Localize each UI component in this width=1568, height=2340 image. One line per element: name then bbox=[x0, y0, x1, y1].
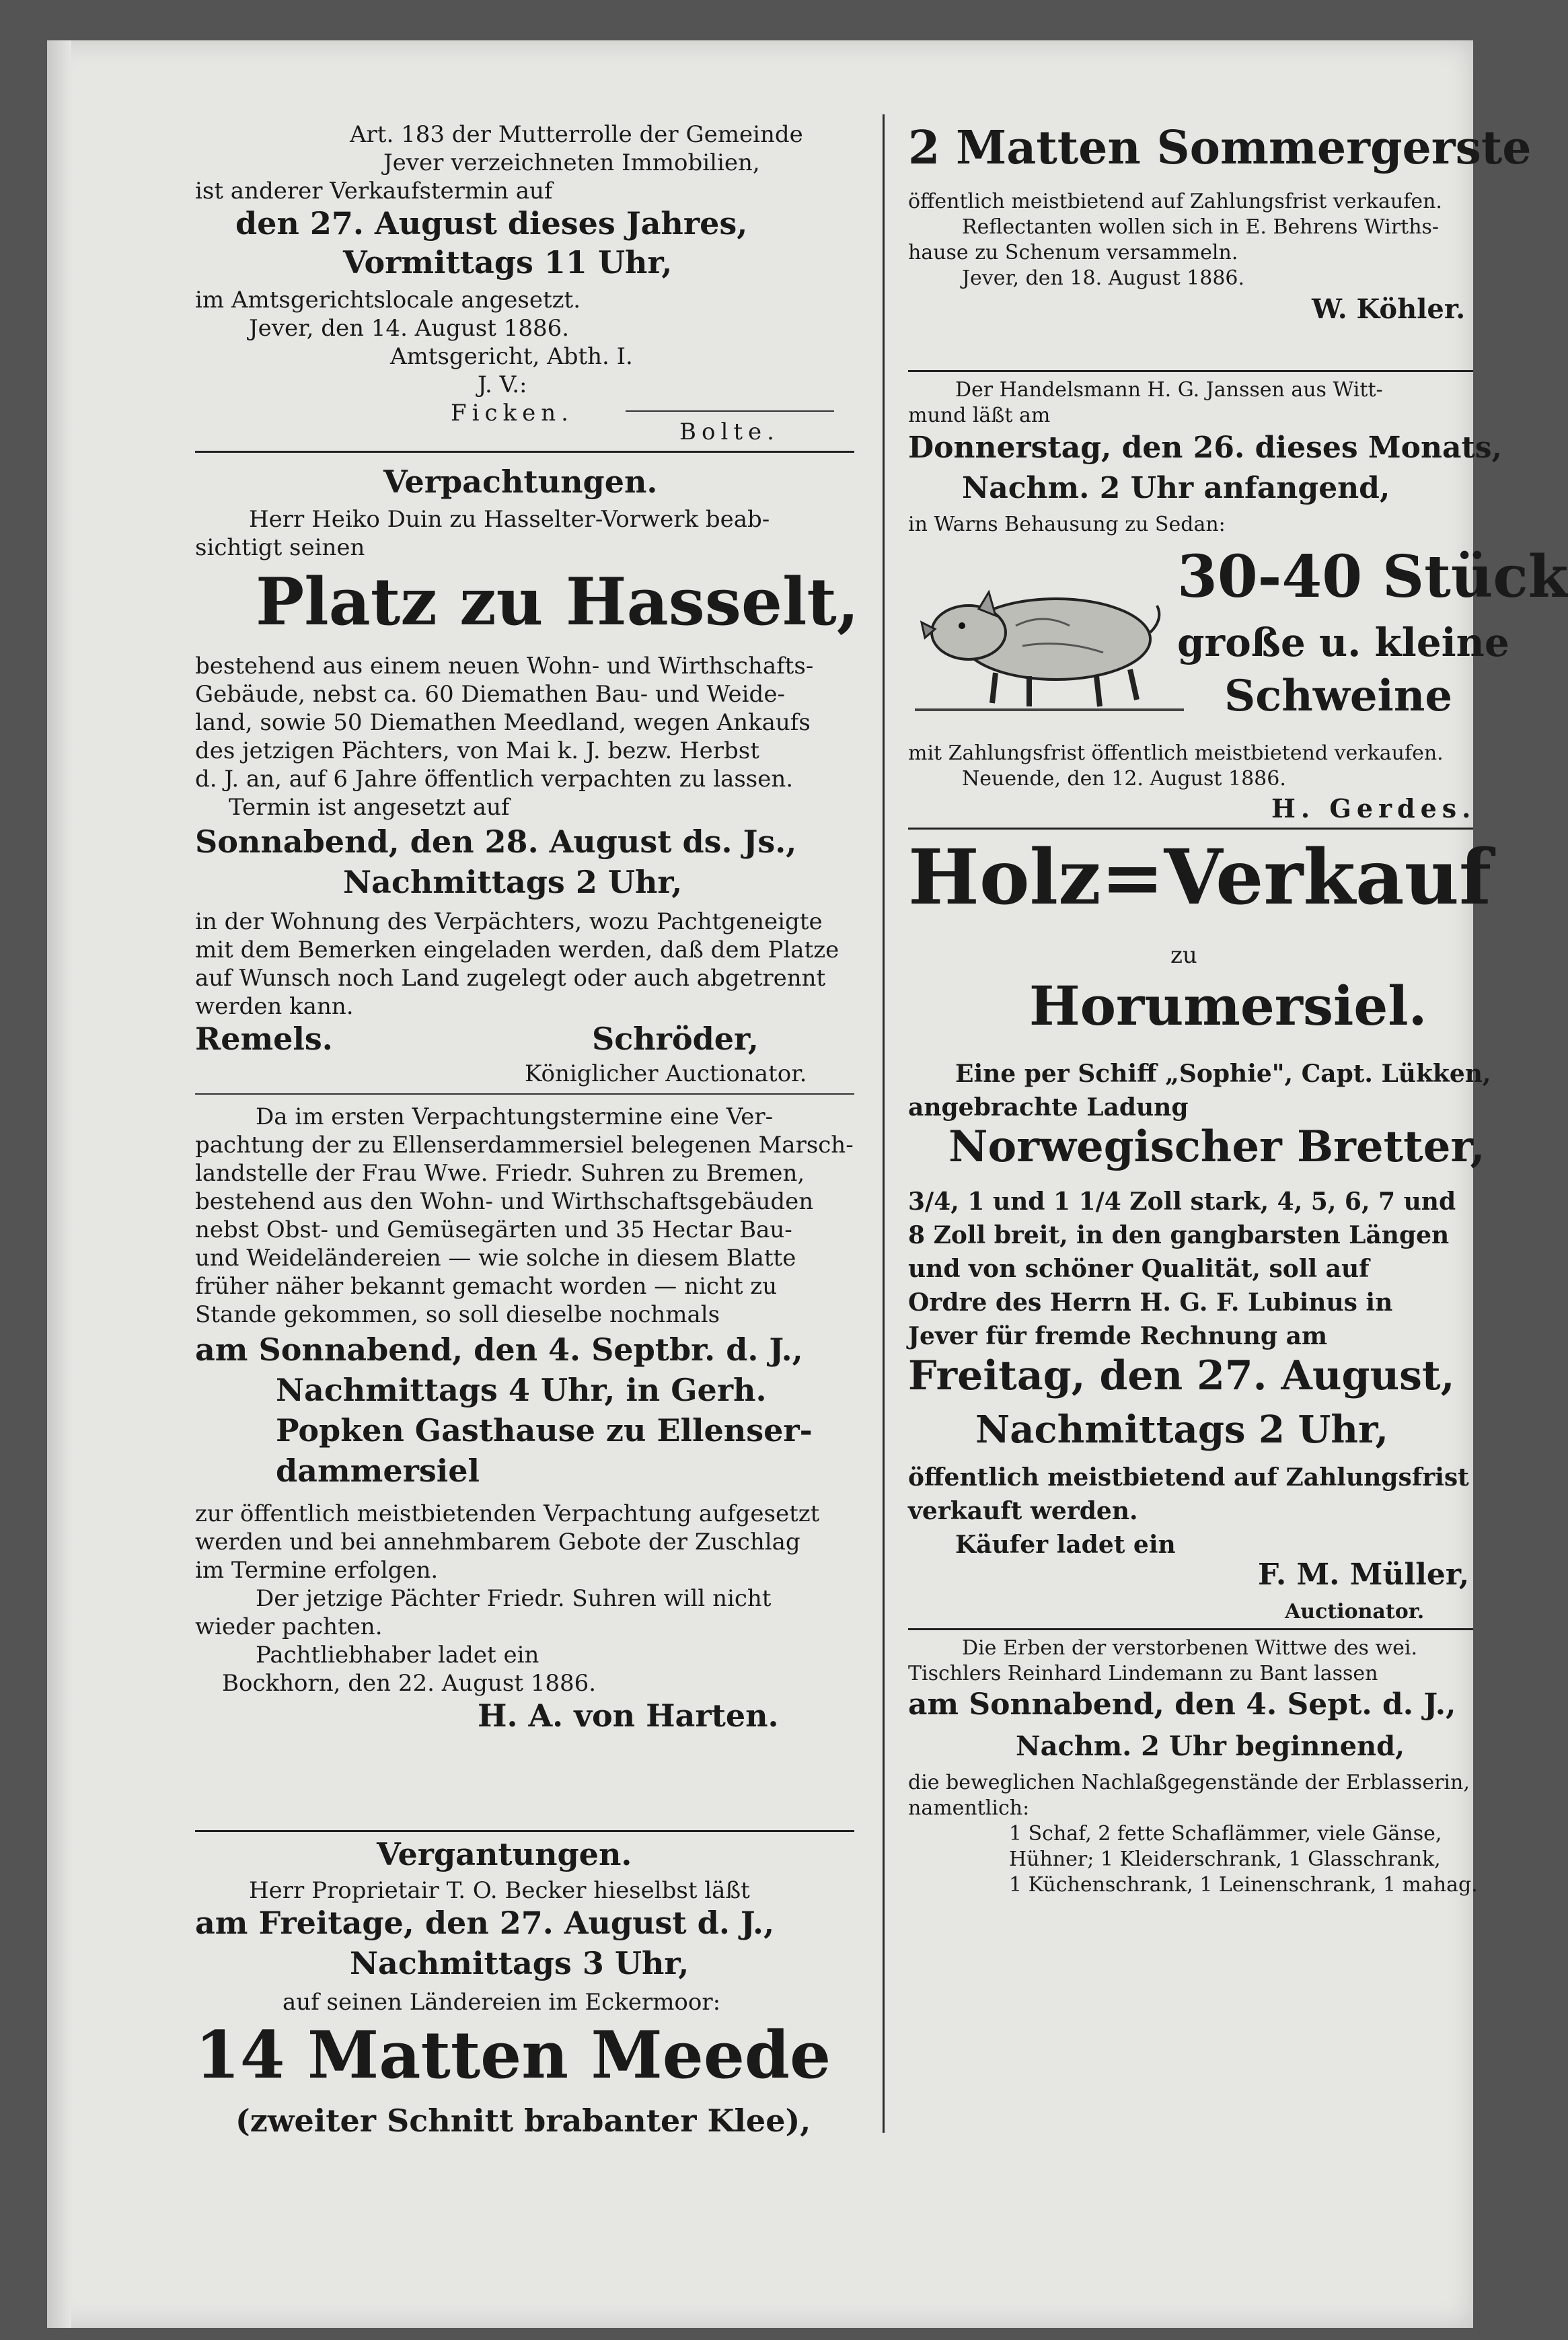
text-line: 1 Schaf, 2 fette Schaflämmer, viele Gänse, bbox=[1009, 1822, 1442, 1845]
headline-kind: große u. kleine bbox=[1177, 620, 1509, 665]
text-line: mit Zahlungsfrist öffentlich meistbietend verkaufen. bbox=[908, 741, 1444, 765]
text-line: hause zu Schenum versammeln. bbox=[908, 241, 1238, 264]
text-line: früher näher bekannt gemacht worden — nicht zu bbox=[195, 1273, 778, 1300]
signature: Schröder, bbox=[592, 1021, 759, 1057]
text-line: und Weideländereien — wie solche in diesem Blatte bbox=[195, 1245, 796, 1272]
text-line: Reflectanten wollen sich in E. Behrens Wirths- bbox=[962, 215, 1440, 239]
text-line: 3/4, 1 und 1 1/4 Zoll stark, 4, 5, 6, 7 und bbox=[908, 1187, 1456, 1216]
headline-count: 30-40 Stück bbox=[1177, 543, 1568, 611]
text-line: Käufer ladet ein bbox=[955, 1531, 1176, 1559]
text-line: öffentlich meistbietend auf Zahlungsfrist verkaufen. bbox=[908, 190, 1442, 213]
text-line: Der Handelsmann H. G. Janssen aus Witt- bbox=[955, 378, 1383, 402]
text-line: Art. 183 der Mutterrolle der Gemeinde bbox=[350, 121, 803, 148]
text-line: im Amtsgerichtslocale angesetzt. bbox=[195, 287, 581, 314]
signature: Bolte. bbox=[679, 418, 780, 445]
headline-date: am Sonnabend, den 4. Sept. d. J., bbox=[908, 1687, 1456, 1722]
text-line: auf Wunsch noch Land zugelegt oder auch abgetrennt bbox=[195, 965, 826, 992]
headline-big: 14 Matten Meede bbox=[195, 2017, 831, 2093]
text-line: mund läßt am bbox=[908, 404, 1051, 427]
section-rule bbox=[908, 1628, 1473, 1630]
text-line: nebst Obst- und Gemüsegärten und 35 Hectar Bau- bbox=[195, 1216, 792, 1243]
signature: W. Köhler. bbox=[1312, 293, 1466, 325]
text-line: Neuende, den 12. August 1886. bbox=[962, 767, 1286, 791]
text-line: pachtung der zu Ellenserdammersiel belegenen Marsch- bbox=[195, 1132, 854, 1159]
text-line: ist anderer Verkaufstermin auf bbox=[195, 178, 553, 205]
signature: Ficken. bbox=[451, 400, 574, 427]
text-line: sichtigt seinen bbox=[195, 534, 365, 561]
headline-time: Nachm. 2 Uhr beginnend, bbox=[1016, 1730, 1405, 1762]
headline-time: Nachmittags 3 Uhr, bbox=[350, 1945, 689, 1981]
headline-date: am Sonnabend, den 4. Septbr. d. J., bbox=[195, 1331, 803, 1368]
headline-time: Vormittags 11 Uhr, bbox=[343, 244, 673, 281]
signature: H. A. von Harten. bbox=[478, 1697, 779, 1734]
text-line: mit dem Bemerken eingeladen werden, daß dem Platze bbox=[195, 937, 839, 963]
headline-goods: Norwegischer Bretter, bbox=[948, 1122, 1485, 1172]
column-divider bbox=[883, 114, 885, 2133]
headline-place: Horumersiel. bbox=[1029, 974, 1427, 1037]
text-line: Pachtliebhaber ladet ein bbox=[256, 1642, 539, 1669]
text-line: öffentlich meistbietend auf Zahlungsfrist bbox=[908, 1463, 1469, 1492]
section-rule bbox=[908, 828, 1473, 830]
text-line: d. J. an, auf 6 Jahre öffentlich verpachten zu lassen. bbox=[195, 766, 794, 793]
page-spine bbox=[47, 40, 71, 2328]
headline-time: Nachm. 2 Uhr anfangend, bbox=[962, 471, 1390, 505]
text-line: Jever, den 18. August 1886. bbox=[962, 266, 1245, 290]
text-line: Die Erben der verstorbenen Wittwe des wei. bbox=[962, 1636, 1418, 1660]
text-line: auf seinen Ländereien im Eckermoor: bbox=[283, 1989, 721, 2016]
headline-time: Nachmittags 4 Uhr, in Gerh. bbox=[276, 1372, 767, 1408]
headline-date: Sonnabend, den 28. August ds. Js., bbox=[195, 824, 797, 860]
text-line: J. V.: bbox=[478, 371, 527, 398]
signature: F. M. Müller, bbox=[1258, 1558, 1470, 1592]
signature-title: Königlicher Auctionator. bbox=[525, 1060, 807, 1087]
text-line: land, sowie 50 Diemathen Meedland, wegen Ankaufs bbox=[195, 709, 811, 736]
section-rule bbox=[195, 451, 854, 453]
text-line: 8 Zoll breit, in den gangbarsten Längen bbox=[908, 1221, 1450, 1249]
text-line: landstelle der Frau Wwe. Friedr. Suhren zu Bremen, bbox=[195, 1160, 805, 1187]
text-line: angebrachte Ladung bbox=[908, 1093, 1189, 1122]
text-line: 1 Küchenschrank, 1 Leinenschrank, 1 mahag. bbox=[1009, 1873, 1478, 1897]
text-line: Ordre des Herrn H. G. F. Lubinus in bbox=[908, 1288, 1393, 1317]
signature-rule bbox=[626, 410, 834, 412]
text-line: Jever für fremde Rechnung am bbox=[908, 1322, 1328, 1350]
text-line: die beweglichen Nachlaßgegenstände der Erblasserin, bbox=[908, 1771, 1470, 1794]
headline-big: 2 Matten Sommergerste bbox=[908, 121, 1532, 175]
text-line: (zweiter Schnitt brabanter Klee), bbox=[235, 2103, 811, 2139]
text-line: Stande gekommen, so soll dieselbe nochmals bbox=[195, 1301, 720, 1328]
section-rule bbox=[908, 370, 1473, 372]
headline-date: Donnerstag, den 26. dieses Monats, bbox=[908, 431, 1502, 465]
text-line: werden und bei annehmbarem Gebote der Zuschlag bbox=[195, 1529, 800, 1556]
headline-place: Popken Gasthause zu Ellenser- bbox=[276, 1412, 813, 1449]
text-line: Herr Heiko Duin zu Hasselter-Vorwerk beab- bbox=[249, 506, 770, 533]
text-line: werden kann. bbox=[195, 993, 354, 1020]
text-line: Gebäude, nebst ca. 60 Diemathen Bau- und Weide- bbox=[195, 681, 785, 708]
signature-title: Auctionator. bbox=[1285, 1600, 1425, 1623]
headline-date: am Freitage, den 27. August d. J., bbox=[195, 1905, 775, 1941]
text-line: verkauft werden. bbox=[908, 1497, 1138, 1525]
text-line: Tischlers Reinhard Lindemann zu Bant lassen bbox=[908, 1662, 1378, 1685]
text-line: Da im ersten Verpachtungstermine eine Ver- bbox=[256, 1103, 774, 1130]
section-heading: Verpachtungen. bbox=[383, 464, 658, 500]
text-line: Der jetzige Pächter Friedr. Suhren will nicht bbox=[256, 1585, 772, 1612]
headline-time: Nachmittags 2 Uhr, bbox=[975, 1407, 1388, 1452]
text-line: in Warns Behausung zu Sedan: bbox=[908, 513, 1226, 536]
text-line: Eine per Schiff „Sophie", Capt. Lükken, bbox=[955, 1060, 1491, 1088]
text-line: Jever, den 14. August 1886. bbox=[249, 315, 570, 342]
text-line: Termin ist angesetzt auf bbox=[229, 794, 510, 821]
headline-date: den 27. August dieses Jahres, bbox=[235, 205, 748, 242]
place-name: Remels. bbox=[195, 1021, 333, 1057]
headline-place: dammersiel bbox=[276, 1453, 480, 1489]
signature: H. Gerdes. bbox=[1271, 793, 1477, 824]
text-line: bestehend aus einem neuen Wohn- und Wirthschafts- bbox=[195, 653, 814, 680]
headline-big: Holz=Verkauf bbox=[908, 834, 1492, 922]
section-heading: Vergantungen. bbox=[377, 1836, 632, 1872]
text-line: Herr Proprietair T. O. Becker hieselbst läßt bbox=[249, 1877, 750, 1904]
text-line: des jetzigen Pächters, von Mai k. J. bezw. Herbst bbox=[195, 737, 759, 764]
text-line: Bockhorn, den 22. August 1886. bbox=[222, 1670, 597, 1697]
text-line: Amtsgericht, Abth. I. bbox=[390, 343, 633, 370]
text-line: im Termine erfolgen. bbox=[195, 1557, 439, 1584]
headline-item: Schweine bbox=[1224, 671, 1453, 721]
text-line: Hühner; 1 Kleiderschrank, 1 Glasschrank, bbox=[1009, 1848, 1441, 1871]
headline-time: Nachmittags 2 Uhr, bbox=[343, 864, 683, 900]
pig-illustration bbox=[915, 558, 1184, 720]
text-line: zur öffentlich meistbietenden Verpachtung aufgesetzt bbox=[195, 1500, 820, 1527]
text-line: bestehend aus den Wohn- und Wirthschaftsgebäuden bbox=[195, 1188, 814, 1215]
headline-big: Platz zu Hasselt, bbox=[256, 564, 860, 640]
text-line: namentlich: bbox=[908, 1796, 1030, 1820]
text-line: Jever verzeichneten Immobilien, bbox=[383, 149, 760, 176]
text-line: und von schöner Qualität, soll auf bbox=[908, 1255, 1370, 1283]
text-line: in der Wohnung des Verpächters, wozu Pachtgeneigte bbox=[195, 908, 823, 935]
section-rule bbox=[195, 1093, 854, 1095]
section-rule bbox=[195, 1830, 854, 1832]
text-line: zu bbox=[1170, 942, 1197, 969]
text-line: wieder pachten. bbox=[195, 1613, 383, 1640]
headline-date: Freitag, den 27. August, bbox=[908, 1352, 1455, 1399]
